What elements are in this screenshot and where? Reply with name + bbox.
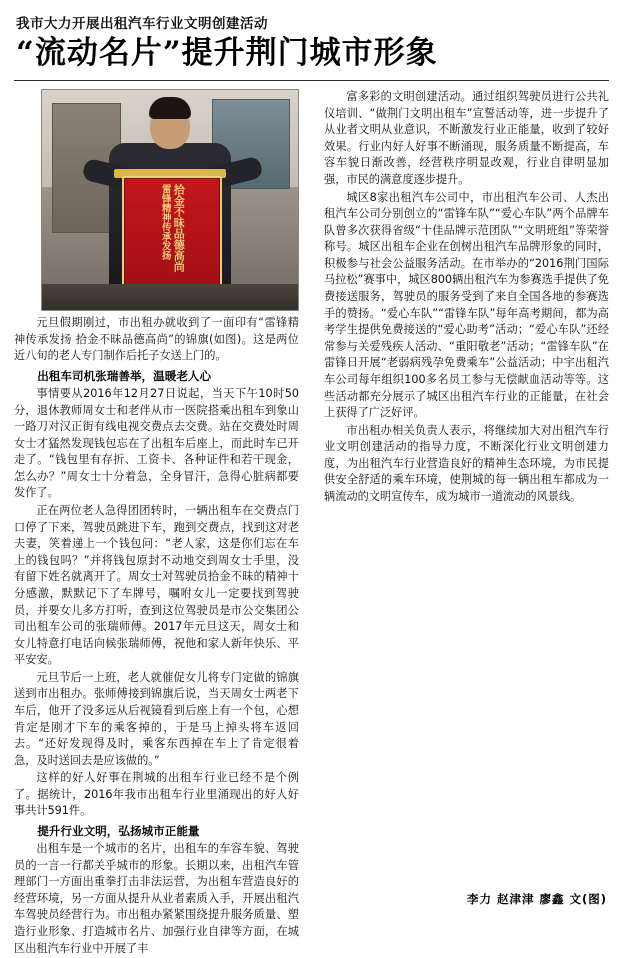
- paragraph: 元旦假期刚过，市出租办就收到了一面印有“雷锋精神传承发扬 拾金不昧品德高尚”的锦旗(如图)。这是两位近八旬的老人专门制作后托子女送上门的。: [14, 316, 299, 363]
- byline: 李力 赵津津 廖鑫 文(图): [466, 892, 607, 906]
- paragraph: 事情要从2016年12月27日说起，当天下午10时50分，退休教师周女士和老伴从市一医院搭乘出租车到象山一路刀对汉正街有线电视交费点去交费。站在交费处时周女士才猛然发现钱包忘在了出租车后座上，而此时车已开走了。“钱包里有存折、工资卡、各种证件和若干现金，怎么办？”周女士十分着急，全身冒汗，急得心脏病都要发作了。: [14, 386, 299, 500]
- page-title: “流动名片”提升荆门城市形象: [16, 35, 438, 71]
- paragraph: 富多彩的文明创建活动。通过组织驾驶员进行公共礼仪培训、“做荆门文明出租车”宣誓活动等，进一步提升了从业者文明从业意识，不断激发行业正能量，收到了较好效果。行业内好人好事不断涌现，服务质量不断提高，车容车貌日渐改善，经营秩序明显改观，行业自律明显加强，市民的满意度逐步提升。: [324, 90, 609, 186]
- photo-banner-column-secondary: 雷锋精神传承发扬: [159, 183, 171, 260]
- paragraph: 元旦节后一上班，老人就催促女儿将专门定做的锦旗送到市出租办。张师傅接到锦旗后说，当天周女士两老下车后，他开了没多远从后视镜看到后座上有一个包，心想肯定是刚才下车的乘客掉的，于是马上掉头将车返回去。“还好发现得及时，乘客东西掉在车上了肯定很着急，及时送回去是应该做的。”: [14, 670, 299, 767]
- photo-person-hair: [149, 97, 191, 119]
- column-right: [324, 89, 609, 506]
- header-divider: [14, 80, 609, 81]
- section-subheading: 出租车司机张瑞善举，温暖老人心: [37, 368, 212, 383]
- paragraph: 出租车是一个城市的名片，出租车的车容车貌、驾驶员的一言一行都关乎城市的形象。长期以来，出租汽车管理部门一方面出重拳打击非法运营，为出租车营造良好的经营环境，另一方面从提升从业者素质入手，开展出租汽车驾驶员经营行为。市出租办紧紧围绕提升服务质量、塑造行业形象、打造城市名片、加强行业自律等方面，在城区出租汽车行业中开展了丰: [14, 842, 299, 955]
- kicker-line: 我市大力开展出租汽车行业文明创建活动: [16, 16, 268, 32]
- banner-presentation-photo: [41, 89, 299, 311]
- photo-banner-inscription: [124, 184, 220, 296]
- section-subheading: 提升行业文明，弘扬城市正能量: [37, 824, 200, 839]
- article-photo-wrapper: [41, 89, 299, 311]
- photo-banner-column-main: 拾金不昧品德高尚: [172, 183, 186, 272]
- paragraph: 正在两位老人急得团团转时，一辆出租车在交费点门口停了下来，驾驶员跳进下车，跑到交费点，找到这对老夫妻，笑着递上一个钱包问：“老人家，这是你们忘在车上的钱包吗？”并将钱包原封不动地交到周女士手里，没有留下姓名就离开了。周女士对驾驶员拾金不昧的精神十分感激，默默记下了车牌号，嘱咐女儿一定要找到驾驶员，并要女儿多方打听，查到这位驾驶员是市公交集团公司出租车公司的张瑞师傅。2017年元旦这天，周女士和女儿特意打电话向候张瑞师傅，祝他和家人新年快乐、平平安安。: [14, 504, 299, 667]
- paragraph: 市出租办相关负责人表示，将继续加大对出租汽车行业文明创建活动的指导力度，不断深化行业文明创建力度，为出租汽车行业营造良好的精神生态环境，为市民提供安全舒适的乘车环境，使荆城的每一辆出租车都成为一辆流动的文明宣传车，成为城市一道流动的风景线。: [324, 423, 609, 503]
- paragraph: 这样的好人好事在荆城的出租车行业已经不是个例了。据统计，2016年我市出租车行业里涌现出的好人好事共计591件。: [14, 771, 299, 818]
- photo-desk: [42, 284, 298, 310]
- column-left: [14, 89, 299, 958]
- paragraph: 城区8家出租汽车公司中，市出租汽车公司、人杰出租汽车公司分别创立的“雷锋车队”“爱心车队”两个品牌车队曾多次获得省级“十佳品牌示范团队”“文明班组”等荣誉称号。城区出租车企业在创树出租汽车品牌形象的同时，积极参与社会公益服务活动。在市举办的“2016荆门国际马拉松”赛事中，城区800辆出租汽车为参赛选手提供了免费接送服务，驾驶员的服务受到了来自全国各地的参赛选手的赞扬。“爱心车队”“雷锋车队”每年高考期间，都为高考学生提供免费接送的“爱心助考”活动；“爱心车队”还经常参与关爱残疾人活动、“重阳敬老”活动；“雷锋车队”在雷锋日开展“老弱病残孕免费乘车”公益活动；中宇出租汽车公司每年组织100多名员工参与无偿献血活动等等。这些活动都充分展示了城区出租汽车行业的正能量，在社会上获得了广泛好评。: [324, 190, 609, 420]
